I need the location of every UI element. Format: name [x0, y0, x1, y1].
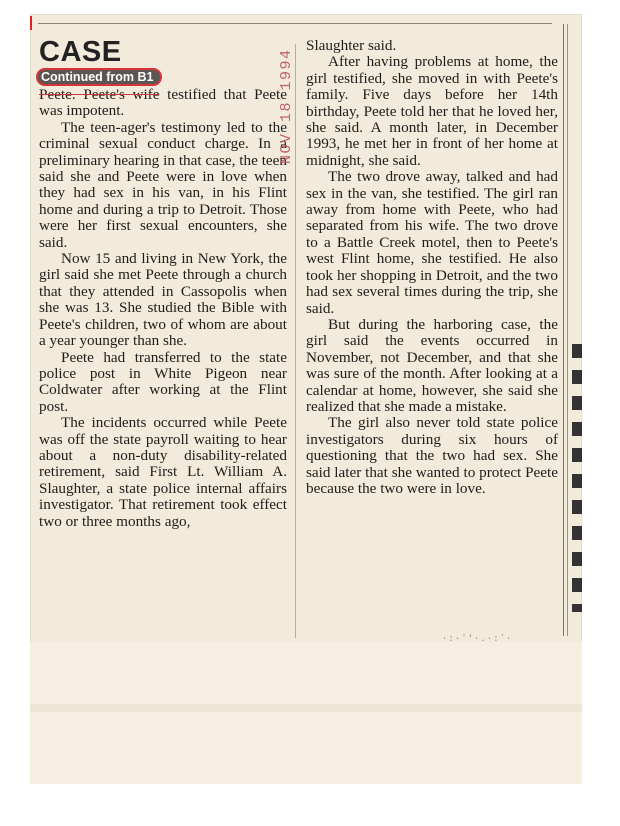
- article-paragraph: Slaughter said.: [306, 37, 397, 54]
- article-paragraph: The girl also never told state police investigators during six hours of questioning that the two had sex. She said later that she wanted to protect Peete because the two were in love.: [306, 414, 558, 497]
- article-paragraph: After having problems at home, the girl testified, she moved in with Peete's family. Five days before her 14th birthday, Peete told her that he loved her, she said. A month later, in December 1993, he met her in front of her home at midnight, she said.: [306, 53, 558, 169]
- right-column: [306, 38, 558, 497]
- article-paragraph: Peete had transferred to the state police post in White Pigeon near Coldwater after working at the Flint post.: [39, 348, 287, 415]
- article-paragraph: But during the harboring case, the girl said the events occurred in November, not December, and that she was sure of the month. After looking at a calendar at home, however, she said she realized that she made a mistake.: [306, 315, 558, 415]
- left-column: [39, 38, 287, 530]
- top-rule: [38, 23, 552, 24]
- right-column-rule-outer: [567, 24, 568, 636]
- headline: CASE: [39, 36, 122, 68]
- newspaper-clipping: [30, 14, 582, 784]
- red-corner-mark: [30, 16, 32, 30]
- right-column-rule: [563, 24, 564, 636]
- lead-text: testified that Peete was impotent.: [39, 86, 287, 120]
- date-stamp: NOV 18 1994: [278, 48, 295, 164]
- article-paragraph: [39, 87, 287, 120]
- clipping-lower-margin: [30, 642, 582, 784]
- struck-lead-text: Peete. Peete's wife: [39, 86, 160, 103]
- column-divider: [295, 44, 296, 638]
- article-paragraph: The incidents occurred while Peete was off the state payroll waiting to hear about a non-duty disability-related retirement, said First Lt. William A. Slaughter, a state police internal affairs investigator. That retirement took effect two or three months ago,: [39, 414, 287, 530]
- article-paragraph: Now 15 and living in New York, the girl said she met Peete through a church that they attended in Cassopolis when she was 13. She studied the Bible with Peete's children, two of whom are about a year younger than she.: [39, 250, 287, 350]
- article-paragraph: The two drove away, talked and had sex in the van, she testified. The girl ran away from home with Peete, who had separated from his wife. The two drove to a Battle Creek motel, then to Peete's west Flint home, she testified. He also took her shopping in Detroit, and the two had sex several times during the trip, she said.: [306, 168, 558, 317]
- clipping-fold-strip: [30, 704, 582, 712]
- edge-ticks: [572, 344, 582, 612]
- article-paragraph: The teen-ager's testimony led to the criminal sexual conduct charge. In a preliminary hearing in that case, the teen said she and Peete were in love when they had sex in his van, in his Flint home and during a trip to Detroit. Those were her first sexual encounters, she said.: [39, 118, 287, 251]
- continued-from-label: Continued from B1: [36, 68, 162, 86]
- ink-smudge: ·:·ʼ'·.·:ʼ·: [442, 634, 513, 644]
